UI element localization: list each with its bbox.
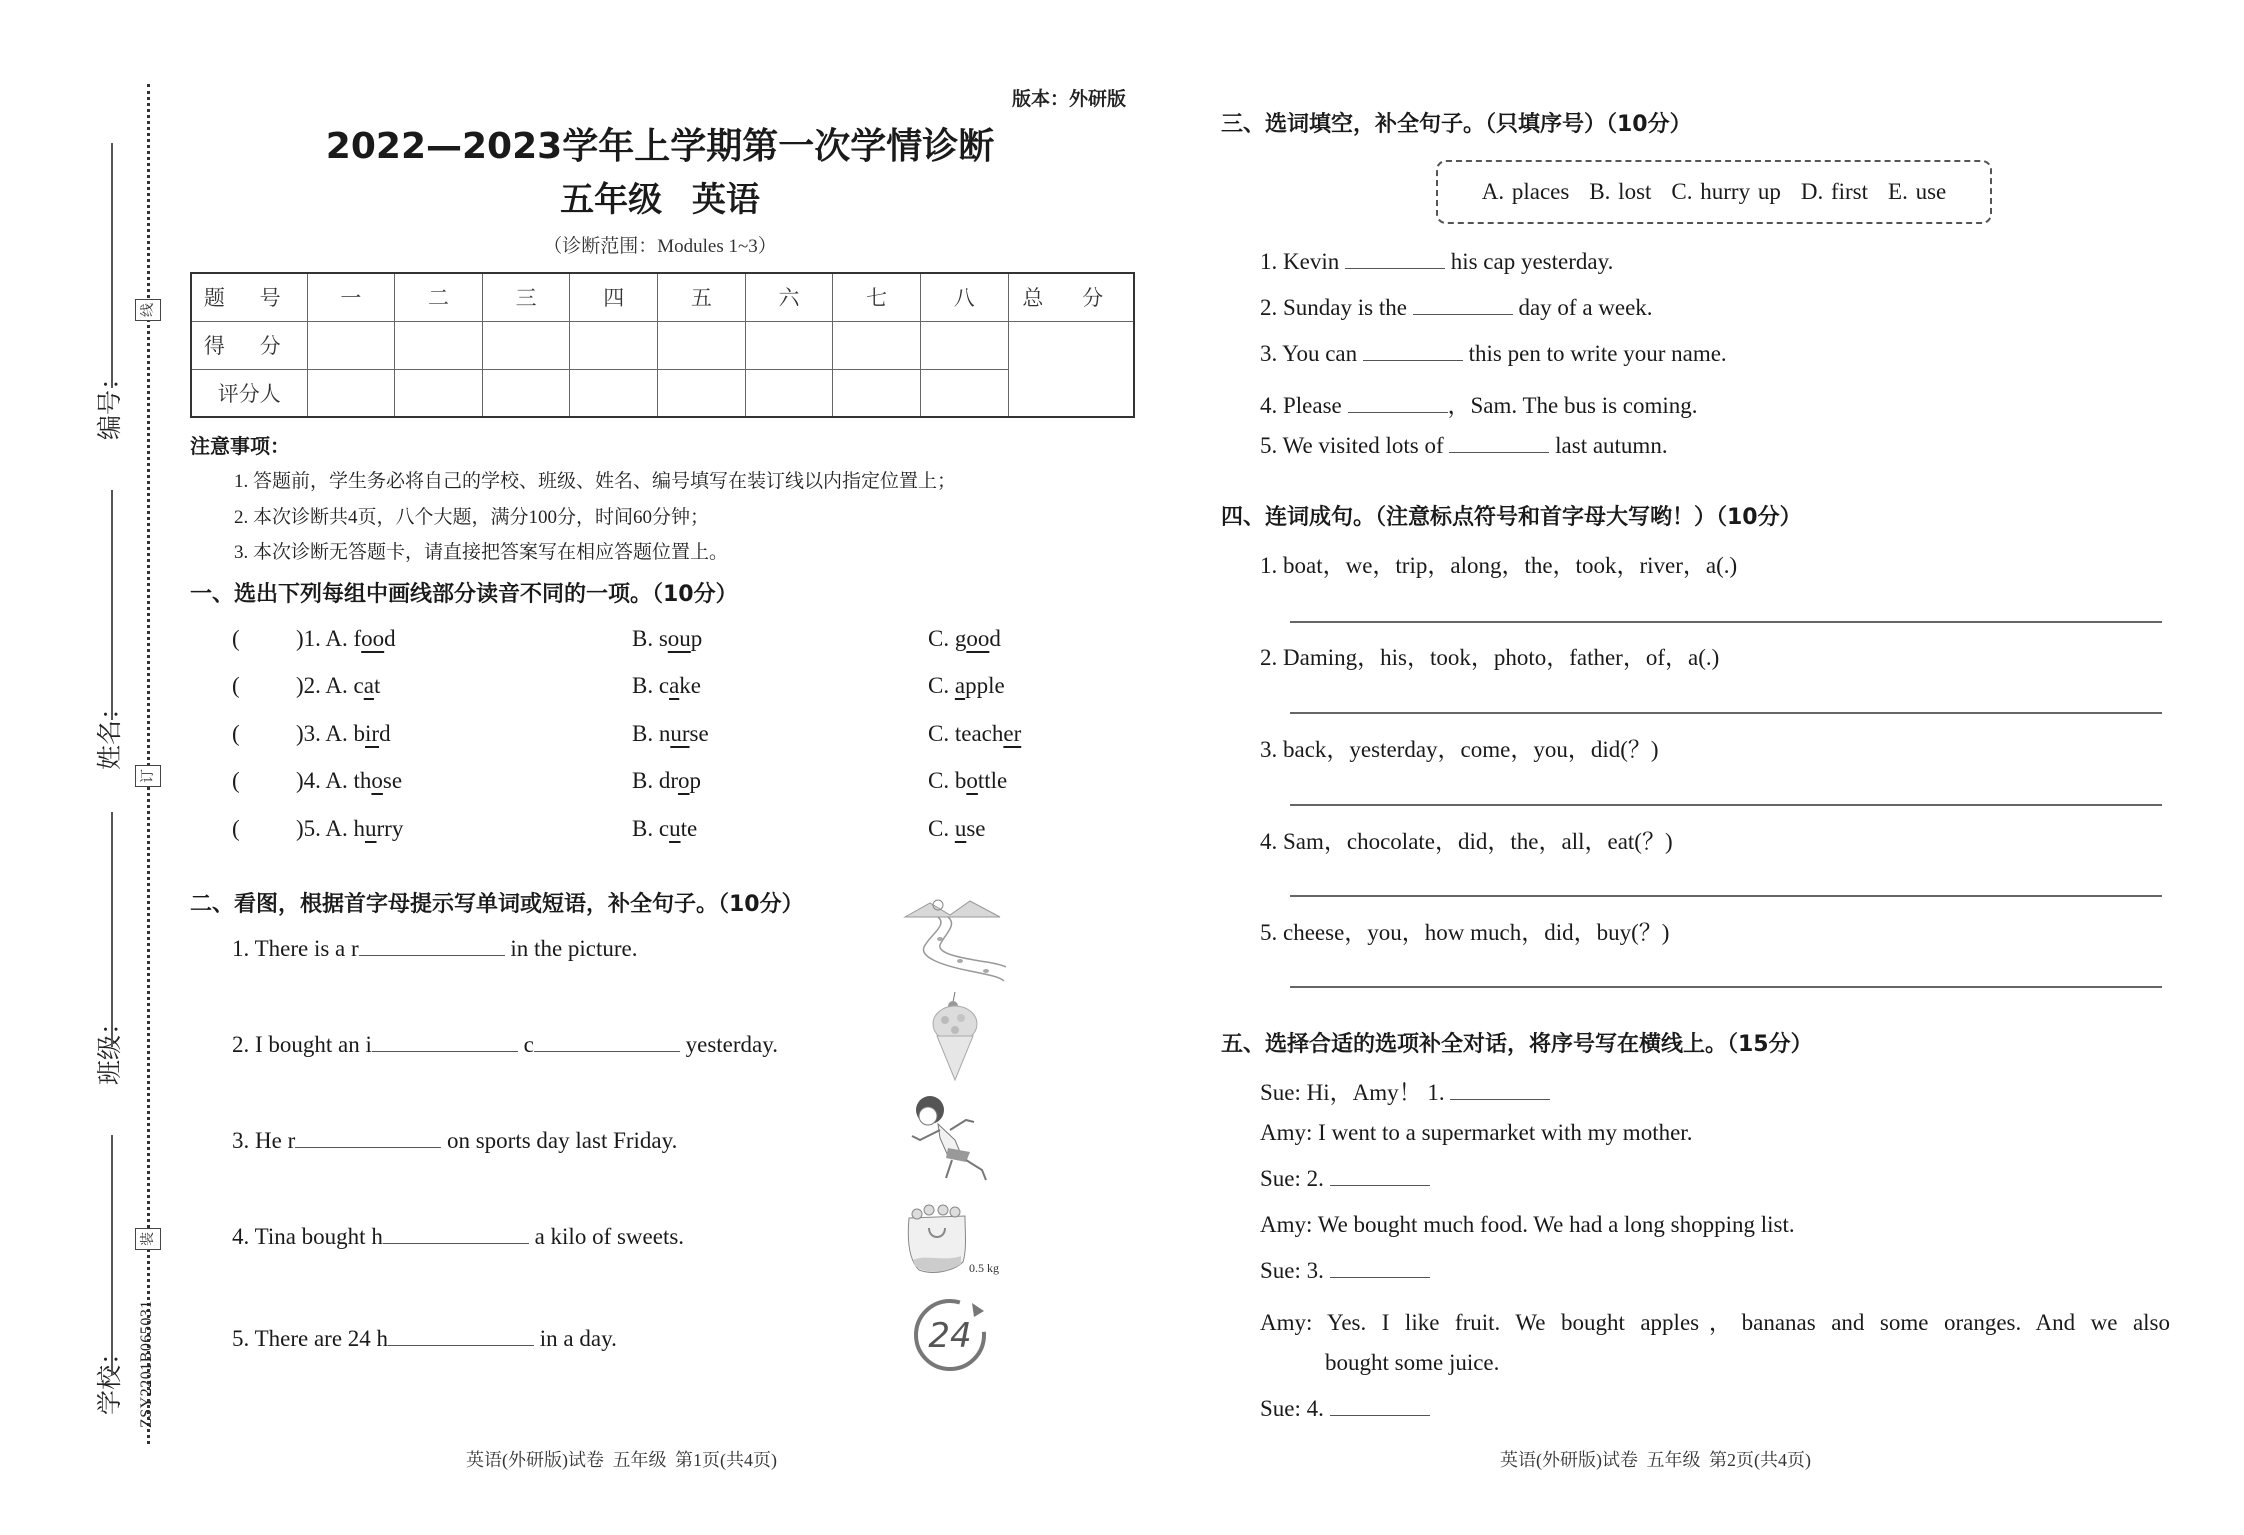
section5-heading: 五、选择合适的选项补全对话，将序号写在横线上。（15分） [1221,1032,1813,1057]
score-cell[interactable] [745,321,833,369]
answer-paren[interactable]: ( [232,673,240,698]
answer-blank[interactable] [534,1032,680,1052]
col-header: 三 [482,273,570,321]
list-item: 4. Tina bought h a kilo of sweets. [232,1224,685,1249]
list-item: )5. A. hurry [296,816,404,841]
grader-cell[interactable] [833,369,921,417]
option-b: B. soup [632,626,703,651]
id-number-field[interactable] [111,143,113,388]
dialogue-line: bought some juice. [1325,1350,1500,1375]
dialogue-line: Sue: 2. [1260,1166,1430,1192]
word-option: A. places [1481,179,1570,204]
answer-blank[interactable] [295,1128,441,1148]
list-item: )4. A. those [296,768,403,793]
answer-blank[interactable] [359,936,505,956]
option-c: C. bottle [928,768,1008,793]
school-field[interactable] [111,1135,113,1375]
option-b: B. drop [632,768,701,793]
dialogue-line: Sue: 3. [1260,1258,1430,1284]
word-option: D. first [1800,179,1869,204]
24-hour-clock-picture [910,1295,1000,1375]
answer-paren[interactable]: ( [232,768,240,793]
binding-mark-bind: 装 [135,1228,161,1250]
exam-scope: （诊断范围：Modules 1~3） [543,236,777,257]
svg-text:0.5 kg: 0.5 kg [969,1261,999,1275]
running-boy-picture [900,1090,1000,1185]
answer-blank[interactable] [1363,341,1463,361]
answer-line[interactable] [1290,621,2162,623]
list-item: )3. A. bird [296,721,391,746]
section4-heading: 四、连词成句。（注意标点符号和首字母大写哟！）（10分） [1221,505,1802,530]
list-item: 4. Please ，Sam. The bus is coming. [1260,393,1698,418]
dialogue-line: Sue: Hi，Amy！ 1. [1260,1074,1550,1107]
page2-footer: 英语(外研版)试卷 五年级 第2页(共4页) [1500,1450,1811,1470]
notice-heading: 注意事项： [190,434,290,458]
page1-footer: 英语(外研版)试卷 五年级 第1页(共4页) [466,1450,777,1470]
exam-title: 2022—2023学年上学期第一次学情诊断 [325,126,995,167]
class-label: 班级： [95,1009,124,1085]
score-table-header-row [191,273,1134,321]
option-b: B. cute [632,816,698,841]
grader-cell[interactable] [395,369,483,417]
exam-subtitle: 五年级 英语 [560,180,760,220]
ice-cream-picture [925,992,985,1082]
id-number-label: 编号： [95,364,124,440]
question-number-header: 题 号 [191,273,307,321]
answer-blank[interactable] [1330,1396,1430,1416]
binding-mark-line: 线 [135,299,161,321]
word-option: E. use [1888,179,1947,204]
score-cell[interactable] [570,321,658,369]
score-cell[interactable] [920,321,1008,369]
col-header: 六 [745,273,833,321]
col-header: 一 [307,273,395,321]
name-field[interactable] [111,490,113,720]
grader-cell[interactable] [570,369,658,417]
grader-cell[interactable] [482,369,570,417]
river-picture [900,895,1010,990]
col-header: 八 [920,273,1008,321]
section3-heading: 三、选词填空，补全句子。（只填序号）（10分） [1221,112,1692,137]
section1-heading: 一、选出下列每组中画线部分读音不同的一项。（10分） [190,582,738,607]
option-b: B. nurse [632,721,709,746]
grader-row-label: 评分人 [191,369,307,417]
score-cell[interactable] [833,321,921,369]
dialogue-line: Sue: 4. [1260,1396,1430,1422]
score-row [191,321,1134,369]
answer-blank[interactable] [372,1032,518,1052]
answer-paren[interactable]: ( [232,626,240,651]
list-item: 2. Sunday is the day of a week. [1260,295,1653,320]
list-item: 5. There are 24 h in a day. [232,1326,617,1351]
score-table [190,272,1135,418]
notice-item: 3. 本次诊断无答题卡，请直接把答案写在相应答题位置上。 [234,542,729,563]
list-item: 5. We visited lots of last autumn. [1260,433,1668,458]
name-label: 姓名： [95,694,124,770]
list-item: 3. back，yesterday，come，you，did(？) [1260,737,1659,762]
answer-blank[interactable] [1450,1080,1550,1100]
grader-cell[interactable] [920,369,1008,417]
list-item: 2. Daming，his，took，photo，father，of，a(.) [1260,645,1720,670]
edition-label: 版本：外研版 [1012,88,1127,110]
score-cell[interactable] [307,321,395,369]
option-c: C. use [928,816,986,841]
answer-blank[interactable] [1345,249,1445,269]
answer-line[interactable] [1290,895,2162,897]
bag-of-sweets-picture [905,1200,1015,1280]
dialogue-line: Amy: We bought much food. We had a long shopping list. [1260,1212,1795,1237]
word-option: B. lost [1589,179,1652,204]
answer-blank[interactable] [1330,1258,1430,1278]
score-cell[interactable] [482,321,570,369]
answer-blank[interactable] [1449,433,1549,453]
class-field[interactable] [111,812,113,1047]
option-c: C. apple [928,673,1005,698]
grader-row [191,369,1134,417]
col-header: 七 [833,273,921,321]
col-header: 二 [395,273,483,321]
list-item: 3. He r on sports day last Friday. [232,1128,678,1153]
binding-mark-order: 订 [135,765,161,787]
score-row-label: 得 分 [191,321,307,369]
list-item: 4. Sam，chocolate，did，the，all，eat(？) [1260,829,1673,854]
notice-item: 2. 本次诊断共4页，八个大题，满分100分，时间60分钟； [234,507,710,528]
score-cell[interactable] [658,321,746,369]
dialogue-line: Amy: Yes. I like fruit. We bought apples，bananas and some oranges. And we also [1260,1310,2170,1335]
list-item: 1. boat，we，trip，along，the，took，river，a(.) [1260,553,1738,578]
answer-blank[interactable] [383,1224,529,1244]
score-cell[interactable] [395,321,483,369]
word-bank [1436,160,1992,224]
answer-paren[interactable]: ( [232,816,240,841]
total-score-cell[interactable] [1008,321,1134,417]
option-c: C. teacher [928,721,1022,746]
word-option: C. hurry up [1671,179,1781,204]
answer-paren[interactable]: ( [232,721,240,746]
list-item: 3. You can this pen to write your name. [1260,341,1727,366]
grader-cell[interactable] [745,369,833,417]
col-header: 四 [570,273,658,321]
answer-blank[interactable] [1348,393,1448,413]
exam-code: ZSY2201B065031 [138,1300,155,1428]
list-item: 2. I bought an i c yesterday. [232,1032,779,1057]
total-header: 总 分 [1008,273,1134,321]
option-c: C. good [928,626,1001,651]
list-item: 1. There is a r in the picture. [232,936,638,961]
answer-line[interactable] [1290,712,2162,714]
option-b: B. cake [632,673,701,698]
svg-text:24: 24 [928,1316,972,1356]
answer-line[interactable] [1290,804,2162,806]
list-item: )1. A. food [296,626,396,651]
grader-cell[interactable] [658,369,746,417]
answer-line[interactable] [1290,986,2162,988]
notice-item: 1. 答题前，学生务必将自己的学校、班级、姓名、编号填写在装订线以内指定位置上； [234,471,957,492]
list-item: 1. Kevin his cap yesterday. [1260,249,1614,274]
section2-heading: 二、看图，根据首字母提示写单词或短语，补全句子。（10分） [190,892,804,917]
school-label: 学校： [95,1339,124,1415]
grader-cell[interactable] [307,369,395,417]
dialogue-line: Amy: I went to a supermarket with my mother. [1260,1120,1693,1145]
answer-blank[interactable] [388,1326,534,1346]
list-item: 5. cheese，you，how much，did，buy(？) [1260,920,1670,945]
answer-blank[interactable] [1413,295,1513,315]
col-header: 五 [658,273,746,321]
list-item: )2. A. cat [296,673,381,698]
answer-blank[interactable] [1330,1166,1430,1186]
